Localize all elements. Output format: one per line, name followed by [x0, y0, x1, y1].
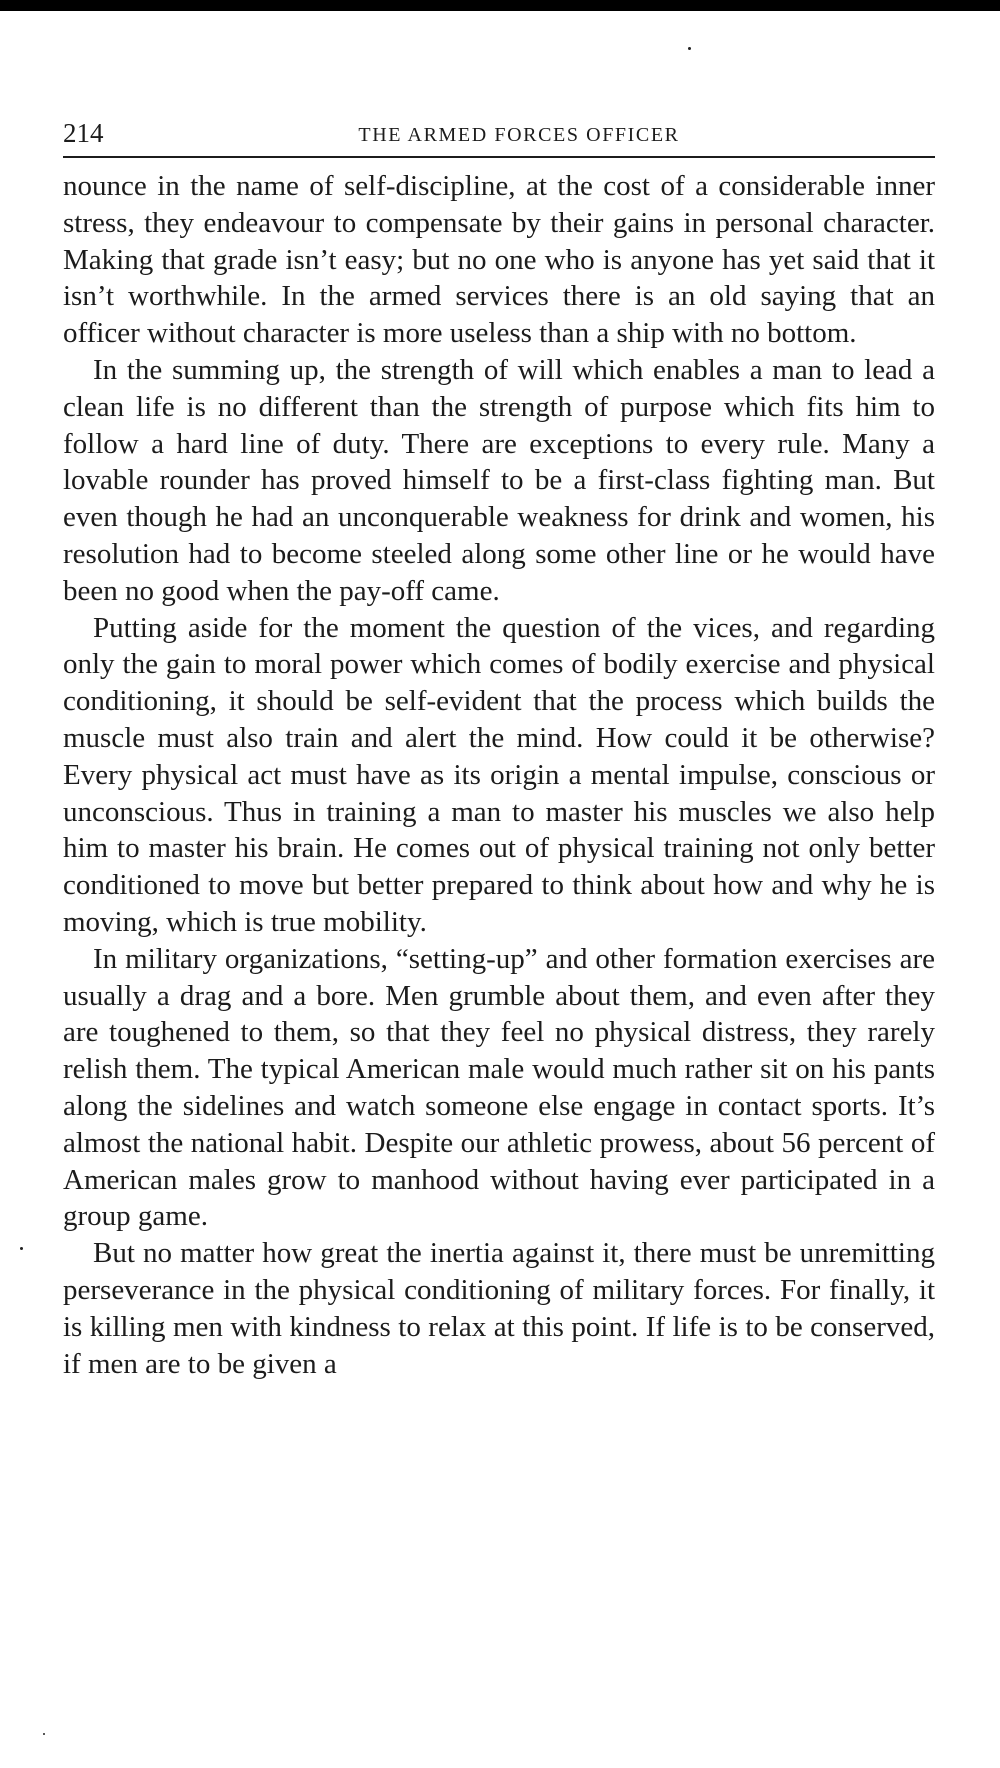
page-header	[63, 118, 935, 158]
paragraph: But no matter how great the inertia against it, there must be unremitting perseverance in the physical conditioning of military forces. For finally, it is killing men with kindness to relax at this point. If life is to be conserved, if men are to be given a	[63, 1237, 935, 1380]
scan-top-border	[0, 0, 1000, 11]
scan-speck	[20, 1247, 23, 1250]
scan-speck	[43, 1733, 45, 1735]
body-text	[63, 168, 935, 1382]
scan-speck	[688, 47, 691, 50]
paragraph: In military organizations, “setting-up” and other formation exercises are usually a drag and a bore. Men grumble about them, and even after they are toughened to them, so that they feel no physical distress, they rarely relish them. The typical American male would much rather sit on his pants along the sidelines and watch someone else engage in contact sports. It’s almost the national habit. Despite our athletic prowess, about 56 percent of American males grow to manhood without having ever participated in a group game.	[63, 942, 935, 1233]
paragraph: In the summing up, the strength of will which enables a man to lead a clean life is no different than the strength of purpose which fits him to follow a hard line of duty. There are exceptions to every rule. Many a lovable rounder has proved himself to be a first-class fighting man. But even though he had an unconquerable weakness for drink and women, his resolution had to become steeled along some other line or he would have been no good when the pay-off came.	[63, 353, 935, 607]
paragraph: Putting aside for the moment the question of the vices, and regarding only the gain to moral power which comes of bodily exercise and physical conditioning, it should be self-evident that the process which builds the muscle must also train and alert the mind. How could it be otherwise? Every physical act must have as its origin a mental impulse, conscious or unconscious. Thus in training a man to master his muscles we also help him to master his brain. He comes out of physical training not only better conditioned to move but better prepared to think about how and why he is moving, which is true mobility.	[63, 611, 935, 938]
paragraph: nounce in the name of self-discipline, at the cost of a considerable inner stress, they endeavour to compensate by their gains in personal character. Making that grade isn’t easy; but no one who is anyone has yet said that it isn’t worthwhile. In the armed services there is an old saying that an officer without character is more useless than a ship with no bottom.	[63, 170, 935, 350]
page-number: 214	[63, 118, 104, 148]
running-title: THE ARMED FORCES OFFICER	[358, 124, 680, 146]
